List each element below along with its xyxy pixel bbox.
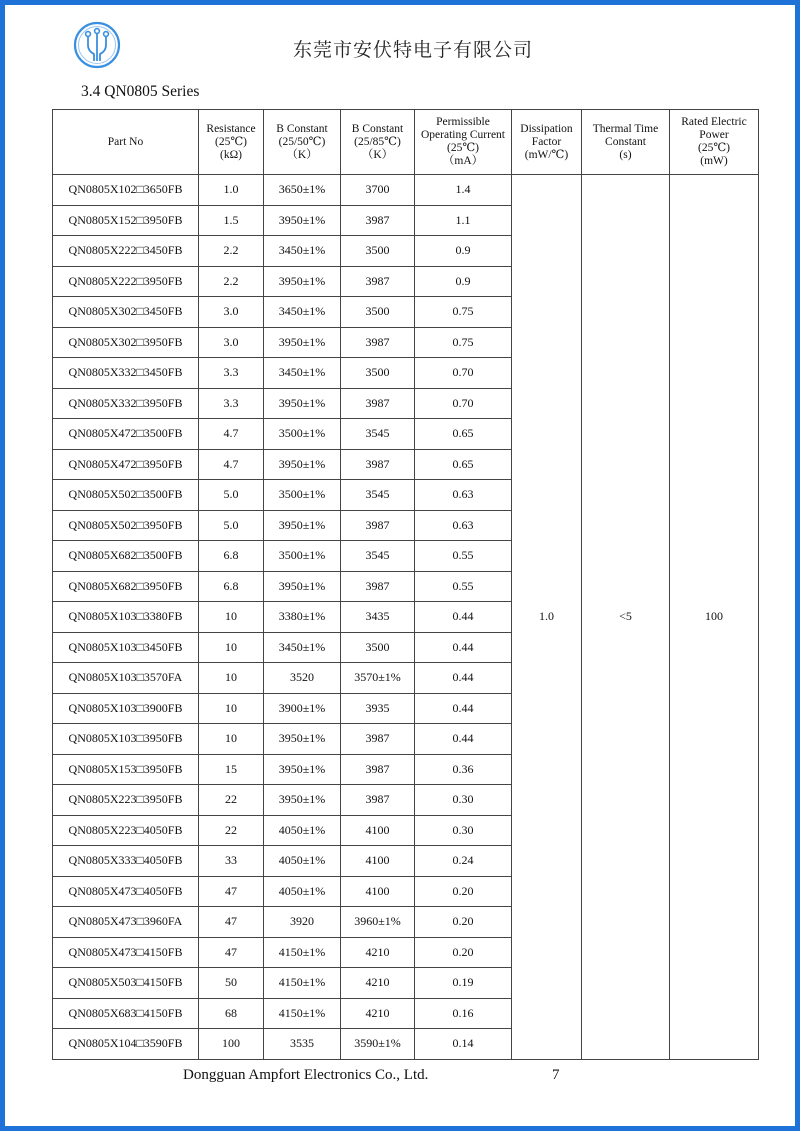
column-header-line: Part No bbox=[107, 135, 144, 148]
resistance-cell: 100 bbox=[199, 1029, 264, 1060]
part-no-cell: QN0805X302□3950FB bbox=[53, 327, 199, 358]
column-header-line: （K） bbox=[361, 148, 394, 161]
part-no-cell: QN0805X502□3500FB bbox=[53, 480, 199, 511]
b-constant-25-50-cell: 3650±1% bbox=[264, 175, 341, 206]
resistance-cell: 10 bbox=[199, 693, 264, 724]
resistance-cell: 22 bbox=[199, 815, 264, 846]
column-header-line: (25℃) bbox=[697, 142, 731, 154]
part-no-cell: QN0805X472□3950FB bbox=[53, 449, 199, 480]
b-constant-25-85-cell: 3590±1% bbox=[341, 1029, 415, 1060]
part-no-cell: QN0805X473□3960FA bbox=[53, 907, 199, 938]
resistance-cell: 47 bbox=[199, 937, 264, 968]
operating-current-cell: 0.75 bbox=[415, 297, 512, 328]
column-header bbox=[53, 110, 199, 175]
b-constant-25-50-cell: 4150±1% bbox=[264, 937, 341, 968]
resistance-cell: 4.7 bbox=[199, 419, 264, 450]
b-constant-25-50-cell: 3950±1% bbox=[264, 754, 341, 785]
b-constant-25-50-cell: 3500±1% bbox=[264, 419, 341, 450]
part-no-cell: QN0805X302□3450FB bbox=[53, 297, 199, 328]
b-constant-25-50-cell: 3950±1% bbox=[264, 571, 341, 602]
part-no-cell: QN0805X103□3950FB bbox=[53, 724, 199, 755]
operating-current-cell: 0.44 bbox=[415, 602, 512, 633]
b-constant-25-50-cell: 3900±1% bbox=[264, 693, 341, 724]
operating-current-cell: 0.20 bbox=[415, 907, 512, 938]
resistance-cell: 10 bbox=[199, 724, 264, 755]
column-header-line: (mW) bbox=[700, 155, 728, 167]
b-constant-25-85-cell: 3987 bbox=[341, 388, 415, 419]
b-constant-25-85-cell: 3960±1% bbox=[341, 907, 415, 938]
part-no-cell: QN0805X103□3570FA bbox=[53, 663, 199, 694]
table-row bbox=[53, 175, 759, 206]
column-header-line: (kΩ) bbox=[220, 148, 242, 161]
operating-current-cell: 0.44 bbox=[415, 632, 512, 663]
b-constant-25-85-cell: 3987 bbox=[341, 449, 415, 480]
operating-current-cell: 1.4 bbox=[415, 175, 512, 206]
b-constant-25-85-cell: 3500 bbox=[341, 236, 415, 267]
column-header-line: Constant bbox=[605, 135, 646, 148]
b-constant-25-85-cell: 3545 bbox=[341, 419, 415, 450]
operating-current-cell: 0.70 bbox=[415, 388, 512, 419]
part-no-cell: QN0805X152□3950FB bbox=[53, 205, 199, 236]
b-constant-25-50-cell: 3535 bbox=[264, 1029, 341, 1060]
table-header-row bbox=[53, 110, 759, 175]
part-no-cell: QN0805X682□3950FB bbox=[53, 571, 199, 602]
column-header-line: (25℃) bbox=[214, 135, 248, 148]
operating-current-cell: 0.16 bbox=[415, 998, 512, 1029]
column-header-line: (s) bbox=[619, 148, 632, 161]
b-constant-25-85-cell: 3500 bbox=[341, 297, 415, 328]
column-header-line: B Constant bbox=[276, 122, 328, 135]
resistance-cell: 3.0 bbox=[199, 297, 264, 328]
part-no-cell: QN0805X502□3950FB bbox=[53, 510, 199, 541]
operating-current-cell: 0.30 bbox=[415, 785, 512, 816]
b-constant-25-85-cell: 3987 bbox=[341, 754, 415, 785]
operating-current-cell: 0.65 bbox=[415, 419, 512, 450]
company-name-chinese: 东莞市安伏特电子有限公司 bbox=[293, 39, 534, 61]
part-no-cell: QN0805X153□3950FB bbox=[53, 754, 199, 785]
column-header bbox=[512, 110, 582, 175]
column-header-line: B Constant bbox=[351, 122, 404, 135]
resistance-cell: 4.7 bbox=[199, 449, 264, 480]
column-header bbox=[199, 110, 264, 175]
column-header bbox=[264, 110, 341, 175]
b-constant-25-85-cell: 3987 bbox=[341, 327, 415, 358]
resistance-cell: 1.0 bbox=[199, 175, 264, 206]
resistance-cell: 1.5 bbox=[199, 205, 264, 236]
operating-current-cell: 0.44 bbox=[415, 663, 512, 694]
dissipation-factor-cell: 1.0 bbox=[512, 175, 582, 1060]
column-header-line: Permissible bbox=[436, 116, 490, 128]
operating-current-cell: 0.63 bbox=[415, 480, 512, 511]
part-no-cell: QN0805X333□4050FB bbox=[53, 846, 199, 877]
b-constant-25-85-cell: 3987 bbox=[341, 510, 415, 541]
resistance-cell: 10 bbox=[199, 663, 264, 694]
operating-current-cell: 0.20 bbox=[415, 937, 512, 968]
part-no-cell: QN0805X222□3450FB bbox=[53, 236, 199, 267]
b-constant-25-85-cell: 3500 bbox=[341, 632, 415, 663]
resistance-cell: 3.0 bbox=[199, 327, 264, 358]
resistance-cell: 50 bbox=[199, 968, 264, 999]
b-constant-25-85-cell: 3987 bbox=[341, 785, 415, 816]
operating-current-cell: 0.24 bbox=[415, 846, 512, 877]
operating-current-cell: 0.75 bbox=[415, 327, 512, 358]
b-constant-25-50-cell: 3950±1% bbox=[264, 785, 341, 816]
part-no-cell: QN0805X473□4150FB bbox=[53, 937, 199, 968]
resistance-cell: 3.3 bbox=[199, 388, 264, 419]
b-constant-25-85-cell: 3500 bbox=[341, 358, 415, 389]
resistance-cell: 15 bbox=[199, 754, 264, 785]
column-header-line: Rated Electric bbox=[681, 116, 747, 128]
b-constant-25-50-cell: 3520 bbox=[264, 663, 341, 694]
b-constant-25-50-cell: 3950±1% bbox=[264, 449, 341, 480]
part-no-cell: QN0805X103□3900FB bbox=[53, 693, 199, 724]
part-no-cell: QN0805X102□3650FB bbox=[53, 175, 199, 206]
operating-current-cell: 0.63 bbox=[415, 510, 512, 541]
b-constant-25-50-cell: 4050±1% bbox=[264, 846, 341, 877]
part-no-cell: QN0805X223□4050FB bbox=[53, 815, 199, 846]
operating-current-cell: 0.70 bbox=[415, 358, 512, 389]
resistance-cell: 5.0 bbox=[199, 510, 264, 541]
operating-current-cell: 0.65 bbox=[415, 449, 512, 480]
part-no-cell: QN0805X104□3590FB bbox=[53, 1029, 199, 1060]
rated-power-cell: 100 bbox=[670, 175, 759, 1060]
operating-current-cell: 0.44 bbox=[415, 693, 512, 724]
part-no-cell: QN0805X223□3950FB bbox=[53, 785, 199, 816]
b-constant-25-50-cell: 3950±1% bbox=[264, 510, 341, 541]
column-header-line: Operating Current bbox=[421, 129, 505, 141]
b-constant-25-85-cell: 3435 bbox=[341, 602, 415, 633]
column-header bbox=[415, 110, 512, 175]
operating-current-cell: 0.20 bbox=[415, 876, 512, 907]
part-no-cell: QN0805X503□4150FB bbox=[53, 968, 199, 999]
circuit-circle-logo-icon bbox=[73, 21, 121, 69]
b-constant-25-50-cell: 4150±1% bbox=[264, 968, 341, 999]
resistance-cell: 22 bbox=[199, 785, 264, 816]
part-no-cell: QN0805X473□4050FB bbox=[53, 876, 199, 907]
b-constant-25-50-cell: 3950±1% bbox=[264, 388, 341, 419]
b-constant-25-85-cell: 3987 bbox=[341, 266, 415, 297]
footer-company-name: Dongguan Ampfort Electronics Co., Ltd. bbox=[183, 1067, 429, 1083]
resistance-cell: 47 bbox=[199, 876, 264, 907]
spec-table bbox=[52, 109, 759, 1060]
b-constant-25-50-cell: 3950±1% bbox=[264, 724, 341, 755]
column-header-line: (25/50℃) bbox=[278, 135, 326, 148]
resistance-cell: 33 bbox=[199, 846, 264, 877]
b-constant-25-85-cell: 3987 bbox=[341, 205, 415, 236]
resistance-cell: 3.3 bbox=[199, 358, 264, 389]
b-constant-25-85-cell: 3935 bbox=[341, 693, 415, 724]
b-constant-25-50-cell: 3450±1% bbox=[264, 236, 341, 267]
operating-current-cell: 1.1 bbox=[415, 205, 512, 236]
b-constant-25-50-cell: 4150±1% bbox=[264, 998, 341, 1029]
section-title: 3.4 QN0805 Series bbox=[81, 83, 200, 100]
b-constant-25-85-cell: 4210 bbox=[341, 968, 415, 999]
column-header bbox=[341, 110, 415, 175]
column-header-line: Factor bbox=[531, 135, 562, 148]
resistance-cell: 47 bbox=[199, 907, 264, 938]
b-constant-25-50-cell: 3500±1% bbox=[264, 541, 341, 572]
part-no-cell: QN0805X103□3380FB bbox=[53, 602, 199, 633]
part-no-cell: QN0805X682□3500FB bbox=[53, 541, 199, 572]
column-header-line: (mW/℃) bbox=[524, 148, 569, 161]
operating-current-cell: 0.19 bbox=[415, 968, 512, 999]
resistance-cell: 2.2 bbox=[199, 236, 264, 267]
part-no-cell: QN0805X683□4150FB bbox=[53, 998, 199, 1029]
resistance-cell: 10 bbox=[199, 632, 264, 663]
page-number: 7 bbox=[552, 1067, 560, 1083]
part-no-cell: QN0805X472□3500FB bbox=[53, 419, 199, 450]
thermal-time-constant-cell: <5 bbox=[582, 175, 670, 1060]
column-header bbox=[670, 110, 759, 175]
b-constant-25-85-cell: 3570±1% bbox=[341, 663, 415, 694]
column-header-line: Thermal Time bbox=[592, 122, 659, 135]
b-constant-25-50-cell: 3500±1% bbox=[264, 480, 341, 511]
column-header-line: Dissipation bbox=[520, 122, 573, 135]
operating-current-cell: 0.55 bbox=[415, 541, 512, 572]
b-constant-25-50-cell: 3950±1% bbox=[264, 266, 341, 297]
column-header-line: （K） bbox=[286, 148, 318, 161]
operating-current-cell: 0.30 bbox=[415, 815, 512, 846]
part-no-cell: QN0805X103□3450FB bbox=[53, 632, 199, 663]
part-no-cell: QN0805X222□3950FB bbox=[53, 266, 199, 297]
b-constant-25-85-cell: 4210 bbox=[341, 998, 415, 1029]
b-constant-25-85-cell: 4100 bbox=[341, 815, 415, 846]
b-constant-25-50-cell: 3380±1% bbox=[264, 602, 341, 633]
b-constant-25-85-cell: 4100 bbox=[341, 846, 415, 877]
b-constant-25-85-cell: 4210 bbox=[341, 937, 415, 968]
part-no-cell: QN0805X332□3450FB bbox=[53, 358, 199, 389]
part-no-cell: QN0805X332□3950FB bbox=[53, 388, 199, 419]
operating-current-cell: 0.9 bbox=[415, 266, 512, 297]
resistance-cell: 5.0 bbox=[199, 480, 264, 511]
operating-current-cell: 0.14 bbox=[415, 1029, 512, 1060]
b-constant-25-50-cell: 3920 bbox=[264, 907, 341, 938]
resistance-cell: 68 bbox=[199, 998, 264, 1029]
column-header bbox=[582, 110, 670, 175]
table-body bbox=[53, 175, 759, 1060]
operating-current-cell: 0.9 bbox=[415, 236, 512, 267]
column-header-line: Power bbox=[699, 129, 729, 141]
b-constant-25-50-cell: 3950±1% bbox=[264, 205, 341, 236]
b-constant-25-85-cell: 3987 bbox=[341, 724, 415, 755]
operating-current-cell: 0.44 bbox=[415, 724, 512, 755]
b-constant-25-85-cell: 3545 bbox=[341, 480, 415, 511]
resistance-cell: 10 bbox=[199, 602, 264, 633]
b-constant-25-50-cell: 3450±1% bbox=[264, 632, 341, 663]
b-constant-25-50-cell: 4050±1% bbox=[264, 876, 341, 907]
operating-current-cell: 0.55 bbox=[415, 571, 512, 602]
resistance-cell: 2.2 bbox=[199, 266, 264, 297]
b-constant-25-50-cell: 4050±1% bbox=[264, 815, 341, 846]
b-constant-25-85-cell: 3987 bbox=[341, 571, 415, 602]
b-constant-25-50-cell: 3450±1% bbox=[264, 297, 341, 328]
b-constant-25-85-cell: 4100 bbox=[341, 876, 415, 907]
b-constant-25-50-cell: 3450±1% bbox=[264, 358, 341, 389]
b-constant-25-85-cell: 3700 bbox=[341, 175, 415, 206]
column-header-line: （mA） bbox=[442, 155, 484, 167]
operating-current-cell: 0.36 bbox=[415, 754, 512, 785]
column-header-line: Resistance bbox=[206, 122, 256, 135]
column-header-line: (25/85℃) bbox=[354, 135, 401, 148]
b-constant-25-85-cell: 3545 bbox=[341, 541, 415, 572]
resistance-cell: 6.8 bbox=[199, 571, 264, 602]
column-header-line: (25℃) bbox=[446, 142, 480, 154]
resistance-cell: 6.8 bbox=[199, 541, 264, 572]
b-constant-25-50-cell: 3950±1% bbox=[264, 327, 341, 358]
